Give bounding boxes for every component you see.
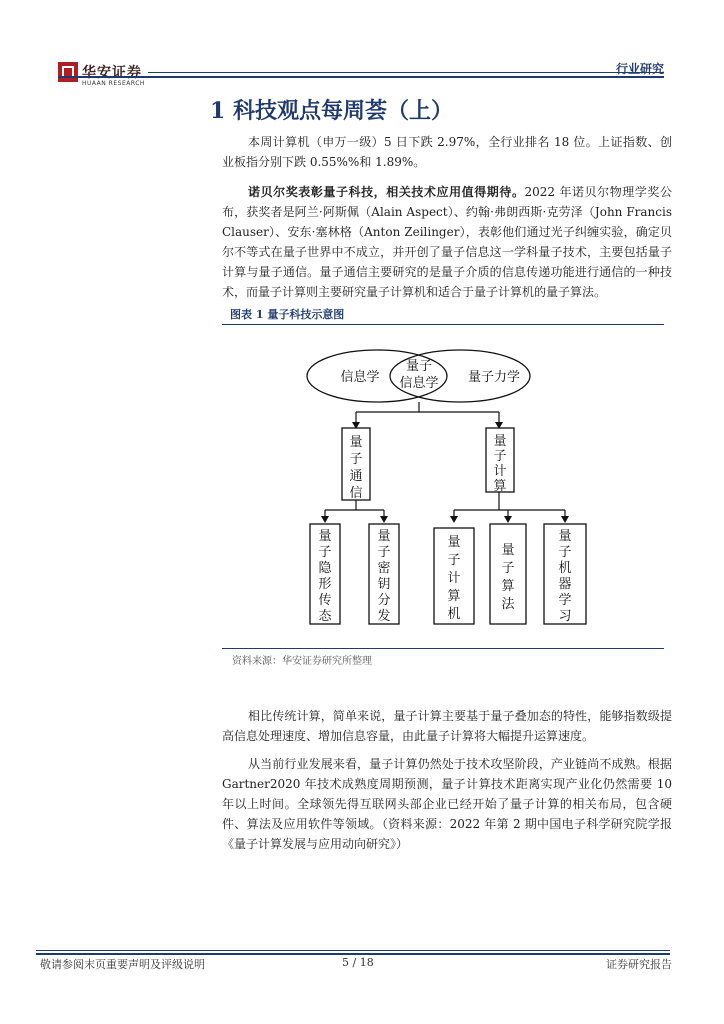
figure-bottom-rule [222, 648, 664, 649]
node-comp-char: 量 [493, 434, 507, 449]
venn-label-mid-line2: 信息学 [399, 376, 439, 391]
node-comm-char: 量 [349, 435, 363, 450]
logo-seal-icon [58, 62, 78, 82]
footer-report-type: 证券研究报告 [606, 958, 672, 971]
leaf-computer-char: 算 [447, 589, 461, 604]
node-comp-char: 子 [493, 449, 507, 464]
paragraph-lead: 诺贝尔奖表彰量子科技，相关技术应用值得期待。 [248, 185, 525, 199]
leaf-teleport-char: 子 [318, 545, 332, 560]
figure-top-rule [222, 324, 664, 325]
leaf-qkd-char: 子 [377, 545, 391, 560]
leaf-algo-char: 量 [501, 543, 515, 558]
node-comm-char: 通 [349, 469, 363, 484]
leaf-teleport-char: 传 [318, 593, 332, 608]
leaf-teleport-char: 隐 [318, 561, 332, 576]
leaf-computer-char: 机 [447, 607, 461, 622]
leaf-ml-char: 子 [558, 545, 572, 560]
figure-caption: 图表 1 量子科技示意图 [230, 308, 345, 321]
quantum-tech-diagram [222, 330, 664, 646]
leaf-teleport-char: 态 [318, 609, 332, 624]
leaf-qkd-char: 量 [377, 529, 391, 544]
leaf-ml-char: 机 [558, 561, 572, 576]
section-title: 1 科技观点每周荟（上） [210, 98, 453, 124]
node-comp-char: 算 [493, 479, 507, 494]
paragraph-nobel-prize [222, 182, 672, 302]
leaf-ml-char: 学 [558, 593, 572, 608]
logo-english-name: HUAAN RESEARCH [82, 80, 145, 87]
venn-label-right: 量子力学 [467, 370, 521, 385]
header-divider [148, 72, 664, 73]
figure-source: 资料来源：华安证券研究所整理 [232, 656, 372, 667]
venn-label-mid-line1: 量子 [405, 359, 433, 374]
leaf-algo-char: 法 [501, 597, 515, 612]
leaf-ml-char: 习 [558, 609, 572, 624]
leaf-computer-char: 计 [447, 571, 461, 586]
leaf-ml-char: 器 [558, 577, 572, 592]
node-comm-char: 信 [349, 486, 363, 501]
header-divider-thick [58, 76, 664, 78]
paragraph-quantum-vs-classical: 相比传统计算，简单来说，量子计算主要基于量子叠加态的特性，能够指数级提高信息处理速度、增加信息容量，由此量子计算将大幅提升运算速度。 [222, 709, 672, 743]
node-comp-char: 计 [493, 464, 507, 479]
leaf-qkd-char: 发 [377, 609, 391, 624]
leaf-computer-char: 量 [447, 535, 461, 550]
leaf-algo-char: 子 [501, 561, 515, 576]
leaf-teleport-char: 形 [318, 577, 332, 592]
paragraph-industry-outlook: 从当前行业发展来看，量子计算仍然处于技术攻坚阶段，产业链尚不成熟。根据 Gartner2020 年技术成熟度周期预测，量子计算技术距离实现产业化仍然需要 10 年以上时间。全球领先得互联网头部企业已经开始了量子计算的相关布局，包含硬件、算法及应用软件等领域。（资料来源：2022 年第 2 期中国电子科学研究院学报《量子计算发展与应用动向研究》） [222, 757, 672, 851]
leaf-qkd-char: 密 [377, 561, 391, 576]
footer-divider-thick [36, 953, 670, 955]
leaf-ml-char: 量 [558, 529, 572, 544]
leaf-qkd-char: 分 [377, 593, 391, 608]
report-category: 行业研究 [615, 62, 664, 76]
page-number: 5 / 18 [342, 956, 374, 969]
footer-divider [36, 950, 670, 951]
footer-disclaimer-link[interactable]: 敬请参阅末页重要声明及评级说明 [40, 958, 205, 971]
logo-chinese-name: 华安证券 [82, 65, 142, 81]
leaf-algo-char: 算 [501, 579, 515, 594]
venn-label-left: 信息学 [340, 370, 380, 385]
node-comm-char: 子 [349, 452, 363, 467]
leaf-computer-char: 子 [447, 553, 461, 568]
paragraph-market-summary: 本周计算机（申万一级）5 日下跌 2.97%，全行业排名 18 位。上证指数、创业板指分别下跌 0.55%%和 1.89%。 [222, 135, 672, 169]
company-logo [58, 62, 146, 88]
leaf-teleport-char: 量 [318, 529, 332, 544]
paragraph-body: 2022 年诺贝尔物理学奖公布，获奖者是阿兰·阿斯佩（Alain Aspect）、约翰·弗朗西斯·克劳泽（John Francis Clauser）、安东·塞林格（Anton Zeilinger），表彰他们通过光子纠缠实验，确定贝尔不等式在量子世界中不成立，并开创了量子信息这一学科量子技术，主要包括量子计算与量子通信。量子通信主要研究的是量子介质的信息传递功能进行通信的一种技术，而量子计算则主要研究量子计算机和适合于量子计算机的量子算法。 [222, 185, 672, 299]
leaf-qkd-char: 钥 [377, 577, 391, 592]
